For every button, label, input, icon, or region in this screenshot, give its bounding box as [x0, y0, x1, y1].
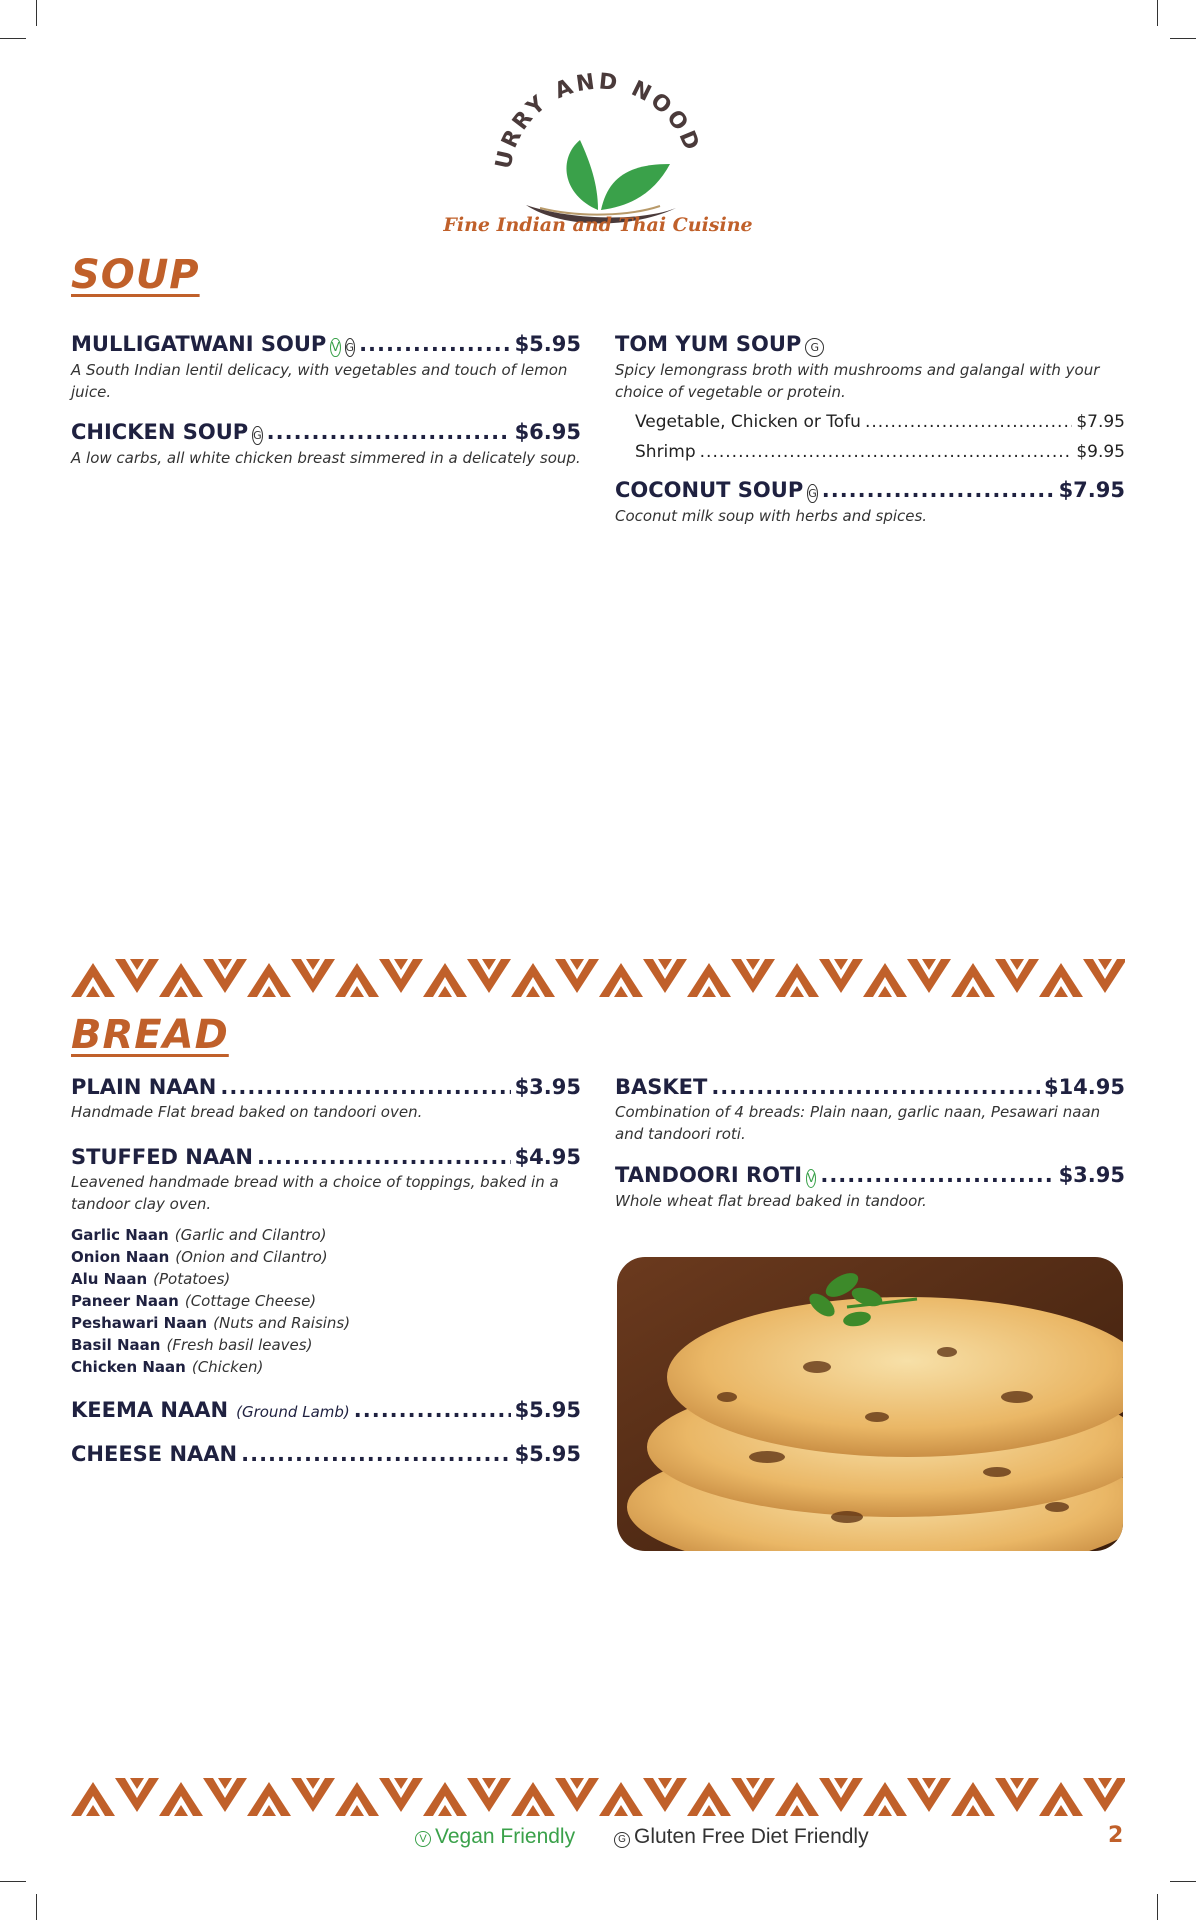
tribal-pattern-divider — [71, 1778, 1125, 1816]
variant-note: (Potatoes) — [153, 1270, 231, 1288]
crop-mark — [36, 0, 37, 26]
brand-logo — [470, 60, 730, 240]
gluten-free-icon: G — [805, 338, 824, 357]
crop-mark — [1170, 38, 1196, 39]
vegan-icon: V — [806, 1169, 816, 1188]
variant-note: (Cottage Cheese) — [184, 1292, 317, 1310]
page-number: 2 — [1108, 1823, 1124, 1848]
variant-name: Alu Naan — [71, 1270, 148, 1288]
item-name: PLAIN NAAN — [71, 1075, 217, 1099]
item-name: TANDOORI ROTI — [615, 1163, 803, 1187]
variant-note: (Chicken) — [191, 1358, 264, 1376]
list-item — [71, 1224, 350, 1246]
item-name: COCONUT SOUP — [615, 478, 804, 502]
variant-note: (Onion and Cilantro) — [175, 1248, 328, 1266]
variant-note: (Garlic and Cilantro) — [174, 1226, 327, 1244]
item-name: CHICKEN SOUP — [71, 420, 249, 444]
leader-dots — [711, 1075, 1040, 1099]
variant-note: (Fresh basil leaves) — [166, 1336, 313, 1354]
item-name: BASKET — [615, 1075, 708, 1099]
item-description: Coconut milk soup with herbs and spices. — [615, 507, 928, 525]
gluten-free-icon: G — [614, 1832, 630, 1848]
legend-gluten-label: Gluten Free Diet Friendly — [634, 1825, 869, 1848]
menu-item — [71, 1145, 581, 1215]
item-price: $14.95 — [1043, 1075, 1125, 1099]
menu-item — [71, 420, 581, 469]
option-label: Vegetable, Chicken or Tofu — [635, 412, 861, 432]
variant-name: Onion Naan — [71, 1248, 170, 1266]
item-description: Leavened handmade bread with a choice of toppings, baked in a tandoor clay oven. — [71, 1173, 559, 1213]
menu-item — [615, 478, 1125, 527]
list-item — [71, 1312, 350, 1334]
svg-text:CURRY AND NOODLE — [470, 60, 705, 171]
item-price: $7.95 — [1058, 478, 1125, 502]
gluten-free-icon: G — [252, 426, 263, 445]
gluten-free-icon: G — [807, 484, 818, 503]
item-description: Spicy lemongrass broth with mushrooms and galangal with your choice of vegetable or protein. — [615, 361, 1100, 401]
crop-mark — [0, 38, 26, 39]
item-price: $5.95 — [514, 1398, 581, 1422]
item-name: MULLIGATWANI SOUP — [71, 332, 327, 356]
crop-mark — [1170, 1881, 1196, 1882]
leader-dots — [241, 1442, 510, 1466]
naan-photo — [617, 1257, 1123, 1551]
item-name: KEEMA NAAN — [71, 1398, 229, 1422]
vegan-icon: V — [415, 1831, 431, 1847]
crop-mark — [36, 1894, 37, 1920]
variant-name: Peshawari Naan — [71, 1314, 208, 1332]
menu-item — [71, 1075, 581, 1123]
item-description: A low carbs, all white chicken breast simmered in a delicately soup. — [71, 449, 581, 467]
leader-dots — [220, 1075, 510, 1099]
legend-vegan-label: Vegan Friendly — [435, 1825, 576, 1848]
item-name: TOM YUM SOUP — [615, 332, 802, 356]
brand-tagline: Fine Indian and Thai Cuisine — [443, 214, 753, 236]
item-note: (Ground Lamb) — [236, 1403, 350, 1421]
item-description: Combination of 4 breads: Plain naan, garlic naan, Pesawari naan and tandoori roti. — [615, 1103, 1101, 1143]
brand-name-arc: URRY AND NOOD — [491, 69, 705, 172]
crop-mark — [0, 1881, 26, 1882]
gluten-free-icon: G — [345, 338, 356, 357]
option-label: Shrimp — [635, 442, 696, 462]
list-item — [71, 1246, 350, 1268]
list-item — [71, 1290, 350, 1312]
item-price: $5.95 — [514, 332, 581, 356]
item-price: $3.95 — [1058, 1163, 1125, 1187]
leader-dots — [354, 1398, 511, 1422]
variant-name: Garlic Naan — [71, 1226, 169, 1244]
item-description: Whole wheat flat bread baked in tandoor. — [615, 1192, 927, 1210]
list-item — [71, 1356, 350, 1378]
price-option — [635, 437, 1125, 467]
list-item — [71, 1334, 350, 1356]
variant-name: Paneer Naan — [71, 1292, 179, 1310]
item-price: $3.95 — [514, 1075, 581, 1099]
menu-item — [615, 332, 1125, 467]
leader-dots — [359, 332, 511, 356]
price-option — [635, 407, 1125, 437]
section-title-soup: SOUP — [71, 252, 200, 298]
leader-dots — [257, 1145, 511, 1169]
item-description: A South Indian lentil delicacy, with vegetables and touch of lemon juice. — [71, 361, 568, 401]
tribal-pattern-divider — [71, 959, 1125, 997]
leader-dots — [700, 437, 1073, 467]
menu-item — [615, 1075, 1125, 1145]
item-price: $6.95 — [514, 420, 581, 444]
crop-mark — [1157, 0, 1158, 26]
item-price: $4.95 — [514, 1145, 581, 1169]
option-price: $7.95 — [1076, 412, 1125, 432]
item-price: $5.95 — [514, 1442, 581, 1466]
list-item — [71, 1268, 350, 1290]
option-price: $9.95 — [1076, 442, 1125, 462]
leader-dots — [267, 420, 511, 444]
legend-gluten-free — [614, 1825, 869, 1849]
menu-item — [71, 1442, 581, 1466]
variant-name: Chicken Naan — [71, 1358, 186, 1376]
item-name: STUFFED NAAN — [71, 1145, 253, 1169]
item-description: Handmade Flat bread baked on tandoori oven. — [71, 1103, 423, 1121]
crop-mark — [1157, 1894, 1158, 1920]
menu-item — [615, 1163, 1125, 1212]
item-name: CHEESE NAAN — [71, 1442, 238, 1466]
variant-name: Basil Naan — [71, 1336, 161, 1354]
leader-dots — [822, 478, 1055, 502]
leader-dots — [820, 1163, 1054, 1187]
variant-note: (Nuts and Raisins) — [213, 1314, 351, 1332]
vegan-icon: V — [330, 338, 340, 357]
menu-item — [71, 1398, 581, 1422]
legend-vegan — [415, 1825, 575, 1849]
naan-variants-list — [71, 1224, 350, 1378]
leader-dots — [865, 407, 1072, 437]
section-title-bread: BREAD — [71, 1012, 229, 1058]
menu-item — [71, 332, 581, 403]
